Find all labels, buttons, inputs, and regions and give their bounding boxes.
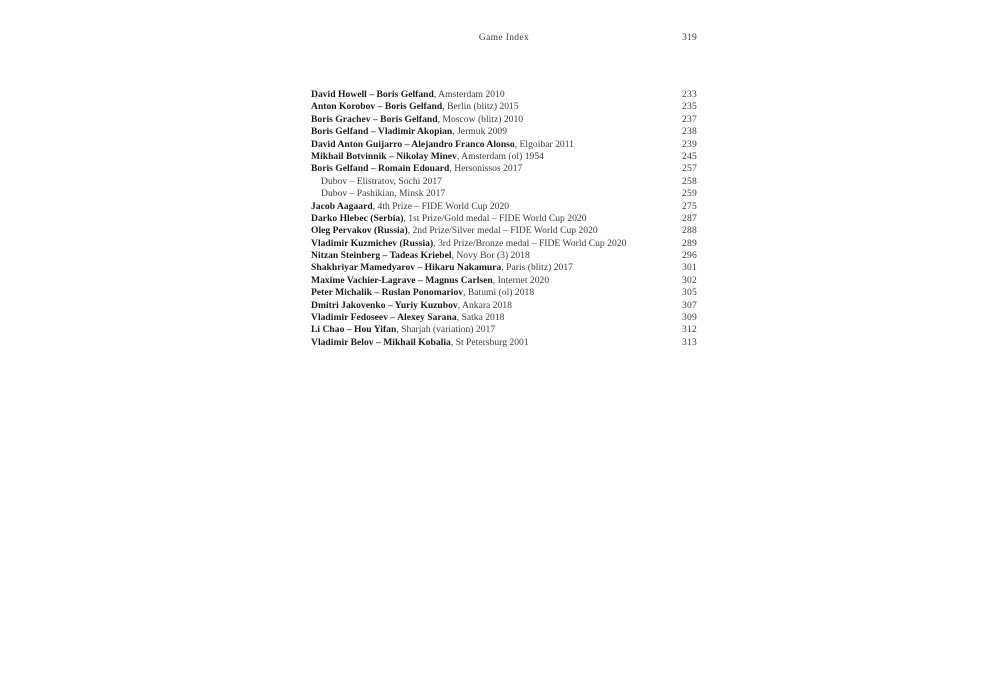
index-entry-detail: , Satka 2018 bbox=[456, 312, 505, 324]
index-entry-text bbox=[311, 275, 549, 287]
index-entry-page-number: 275 bbox=[682, 200, 697, 212]
index-entry-page-number: 287 bbox=[682, 212, 697, 224]
index-entry-text bbox=[311, 250, 530, 262]
index-entry-players: Darko Hlebec (Serbia) bbox=[311, 212, 404, 224]
index-entry-page-number: 309 bbox=[682, 312, 697, 324]
index-entry-players: Vladimir Kuzmichev (Russia) bbox=[311, 237, 434, 249]
index-entry-page-number: 233 bbox=[682, 89, 697, 100]
index-entry-detail: , Sharjah (variation) 2017 bbox=[396, 324, 496, 336]
index-entry-players: Boris Gelfand – Romain Edouard bbox=[311, 163, 450, 175]
index-entry bbox=[311, 287, 697, 299]
index-entry-page-number: 237 bbox=[682, 113, 697, 125]
running-header bbox=[311, 33, 697, 47]
index-entry-text bbox=[311, 312, 504, 324]
index-entry bbox=[311, 126, 697, 138]
index-entry-text bbox=[311, 163, 522, 175]
index-entry bbox=[311, 275, 697, 287]
index-entry-text bbox=[311, 287, 534, 299]
index-entry-detail: , Hersonissos 2017 bbox=[449, 163, 523, 175]
index-entry-text bbox=[311, 89, 505, 101]
index-entry-text bbox=[311, 324, 495, 336]
index-entry-detail: , Minsk 2017 bbox=[394, 188, 446, 200]
index-entry bbox=[311, 114, 697, 126]
index-entry-players: Maxime Vachier-Lagrave – Magnus Carlsen bbox=[311, 274, 493, 286]
index-entry-detail: , Novy Bor (3) 2018 bbox=[451, 250, 530, 262]
index-entry-detail: , Moscow (blitz) 2010 bbox=[437, 113, 524, 125]
index-entry-page-number: 289 bbox=[682, 237, 697, 249]
index-entry bbox=[311, 312, 697, 324]
index-entry-detail: , Paris (blitz) 2017 bbox=[501, 262, 573, 274]
index-entry-page-number: 301 bbox=[682, 262, 697, 274]
index-entry-detail: , 4th Prize – FIDE World Cup 2020 bbox=[372, 200, 510, 212]
index-entry-players: Li Chao – Hou Yifan bbox=[311, 324, 397, 336]
index-entry-detail: , Internet 2020 bbox=[492, 274, 550, 286]
index-entry bbox=[311, 151, 697, 163]
index-entry-players: Boris Gelfand – Vladimir Akopian bbox=[311, 126, 453, 138]
index-entry-players: Nitzan Steinberg – Tadeas Kriebel bbox=[311, 250, 452, 262]
index-entry-page-number: 235 bbox=[682, 101, 697, 113]
index-entry bbox=[311, 225, 697, 237]
index-entry-text bbox=[311, 225, 598, 237]
index-entry-text bbox=[311, 101, 519, 113]
index-entry-detail: , Batumi (ol) 2018 bbox=[463, 287, 535, 299]
index-entry-players: Dubov – Elistratov bbox=[321, 175, 394, 187]
index-entry bbox=[311, 201, 697, 213]
index-entry-text bbox=[311, 238, 626, 250]
index-sub-entry bbox=[311, 188, 697, 200]
index-entry-text bbox=[311, 176, 442, 188]
index-entry-players: Shakhriyar Mamedyarov – Hikaru Nakamura bbox=[311, 262, 502, 274]
index-entry-page-number: 307 bbox=[682, 299, 697, 311]
index-entry bbox=[311, 324, 697, 336]
page-folio-number: 319 bbox=[682, 33, 697, 43]
index-entry-detail: , 3rd Prize/Bronze medal – FIDE World Cup 2020 bbox=[433, 237, 627, 249]
index-entry-page-number: 305 bbox=[682, 287, 697, 299]
index-entry bbox=[311, 238, 697, 250]
index-entry-page-number: 296 bbox=[682, 250, 697, 262]
page-title: Game Index bbox=[478, 33, 530, 43]
index-entry-page-number: 257 bbox=[682, 163, 697, 175]
index-entry bbox=[311, 101, 697, 113]
index-entry bbox=[311, 300, 697, 312]
index-entry-players: David Anton Guijarro – Alejandro Franco Alonso bbox=[311, 138, 515, 150]
index-entry-text bbox=[311, 126, 507, 138]
index-entry-players: Mikhail Botvinnik – Nikolay Minev bbox=[311, 150, 457, 162]
index-entry bbox=[311, 337, 697, 349]
index-entry-detail: , Jermuk 2009 bbox=[452, 126, 508, 138]
index-entry bbox=[311, 213, 697, 225]
index-entry-detail: , 1st Prize/Gold medal – FIDE World Cup 2020 bbox=[403, 212, 587, 224]
index-entry-players: Oleg Pervakov (Russia) bbox=[311, 225, 408, 237]
index-entry-detail: , Ankara 2018 bbox=[457, 299, 512, 311]
index-entry-players: Boris Grachev – Boris Gelfand bbox=[311, 113, 438, 125]
index-entry-players: Dmitri Jakovenko – Yuriy Kuzubov bbox=[311, 299, 458, 311]
index-entry-page-number: 259 bbox=[682, 188, 697, 200]
index-sub-entry bbox=[311, 176, 697, 188]
index-entry-page-number: 302 bbox=[682, 274, 697, 286]
index-entry bbox=[311, 163, 697, 175]
index-entry-players: David Howell – Boris Gelfand bbox=[311, 89, 434, 100]
index-entry bbox=[311, 250, 697, 262]
index-entry-players: Anton Korobov – Boris Gelfand bbox=[311, 101, 443, 113]
index-entry-detail: , Amsterdam 2010 bbox=[433, 89, 505, 100]
index-entry-text bbox=[311, 188, 445, 200]
index-entry-players: Peter Michalik – Ruslan Ponomariov bbox=[311, 287, 464, 299]
index-entry-detail: , 2nd Prize/Silver medal – FIDE World Cup 2020 bbox=[407, 225, 598, 237]
index-entry-players: Vladimir Belov – Mikhail Kobalia bbox=[311, 336, 451, 348]
index-entry-players: Jacob Aagaard bbox=[311, 200, 373, 212]
index-entry-detail: , Berlin (blitz) 2015 bbox=[442, 101, 519, 113]
index-entry-page-number: 239 bbox=[682, 138, 697, 150]
index-entry-text bbox=[311, 139, 574, 151]
index-entry-page-number: 258 bbox=[682, 175, 697, 187]
index-entry-detail: , Sochi 2017 bbox=[393, 175, 442, 187]
index-entry-text bbox=[311, 114, 523, 126]
index-entry-text bbox=[311, 151, 544, 163]
index-entry-text bbox=[311, 300, 512, 312]
index-entry bbox=[311, 262, 697, 274]
index-entry-detail: , Elgoibar 2011 bbox=[514, 138, 574, 150]
index-entry-page-number: 238 bbox=[682, 126, 697, 138]
index-entry-page-number: 288 bbox=[682, 225, 697, 237]
index-entry-detail: , St Petersburg 2001 bbox=[450, 336, 529, 348]
index-entry-text bbox=[311, 201, 509, 213]
index-entry-players: Dubov – Pashikian bbox=[321, 188, 395, 200]
index-entry-text bbox=[311, 262, 573, 274]
index-entry-page-number: 312 bbox=[682, 324, 697, 336]
index-entry-detail: , Amsterdam (ol) 1954 bbox=[456, 150, 544, 162]
index-entry-players: Vladimir Fedoseev – Alexey Sarana bbox=[311, 312, 457, 324]
index-entry bbox=[311, 139, 697, 151]
index-entry-text bbox=[311, 337, 529, 349]
index-entry-text bbox=[311, 213, 587, 225]
index-entry bbox=[311, 89, 697, 101]
index-entry-page-number: 313 bbox=[682, 336, 697, 348]
index-entry-page-number: 245 bbox=[682, 150, 697, 162]
game-index-list bbox=[311, 89, 697, 349]
